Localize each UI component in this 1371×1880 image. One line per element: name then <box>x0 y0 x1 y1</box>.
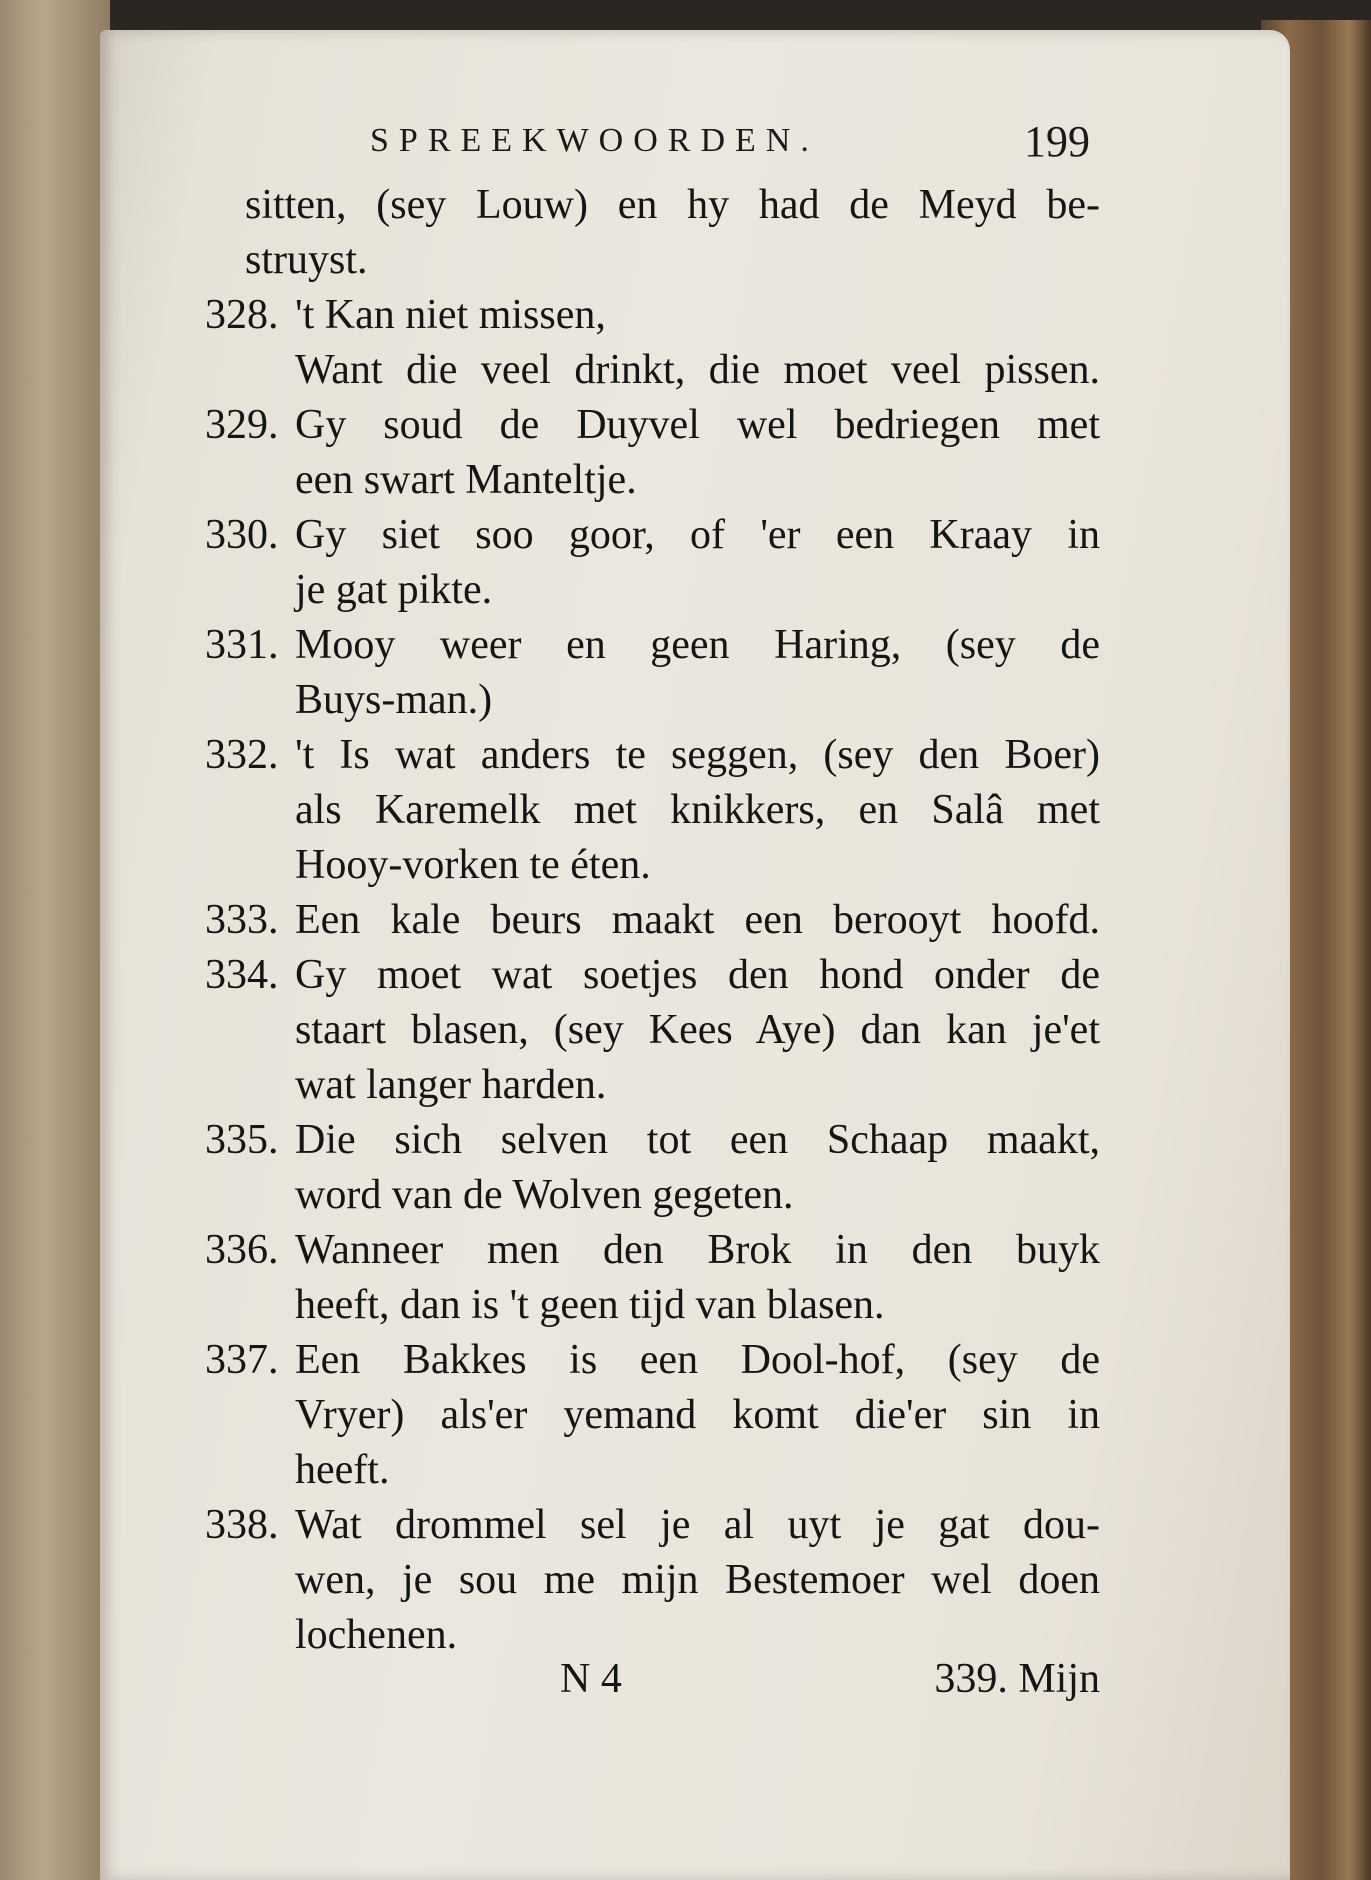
proverb-first-line <box>205 508 1100 563</box>
proverb-line-text: Gy siet soo goor, of 'er een Kraay in <box>295 512 1100 558</box>
proverb-line-text: Een Bakkes is een Dool-hof, (sey de <box>295 1337 1100 1383</box>
proverb-number: 330. <box>205 512 279 558</box>
proverb-line-text: Want die veel drinkt, die moet veel pissen. <box>295 347 1100 393</box>
proverb-line <box>295 453 1100 508</box>
proverb-first-line <box>205 728 1100 783</box>
proverb-first-line <box>205 1113 1100 1168</box>
proverb-line-text: Wanneer men den Brok in den buyk <box>295 1227 1100 1273</box>
proverb-number: 331. <box>205 622 279 668</box>
proverb-first-line <box>205 893 1100 948</box>
proverb-number: 334. <box>205 952 279 998</box>
running-head: SPREEKWOORDEN. <box>370 122 819 159</box>
proverb-number: 332. <box>205 732 279 778</box>
proverb-line-text: Mooy weer en geen Haring, (sey de <box>295 622 1100 668</box>
proverb-line-text: heeft. <box>295 1447 390 1493</box>
proverb-first-line <box>205 398 1100 453</box>
proverb-first-line <box>205 618 1100 673</box>
proverb-line <box>295 1278 1100 1333</box>
facing-page-edge <box>0 0 110 1880</box>
proverb-line <box>295 783 1100 838</box>
proverb-number: 336. <box>205 1227 279 1273</box>
proverb-line <box>295 1388 1100 1443</box>
proverb-line-text: Wat drommel sel je al uyt je gat dou- <box>295 1502 1100 1548</box>
proverb-line-text: wen, je sou me mijn Bestemoer wel doen <box>295 1557 1100 1603</box>
proverb-number: 335. <box>205 1117 279 1163</box>
proverb-first-line <box>205 1223 1100 1278</box>
proverb-first-line <box>205 1333 1100 1388</box>
proverb-line-text: Gy soud de Duyvel wel bedriegen met <box>295 402 1100 448</box>
proverb-line-text: een swart Manteltje. <box>295 457 637 503</box>
printer-signature: N 4 <box>560 1656 622 1702</box>
proverb-first-line <box>205 288 1100 343</box>
proverb-line-text: wat langer harden. <box>295 1062 607 1108</box>
proverb-line-text: lochenen. <box>295 1612 458 1658</box>
proverb-line <box>245 233 1100 288</box>
proverb-line-text: Een kale beurs maakt een berooyt hoofd. <box>295 897 1100 943</box>
proverb-number: 338. <box>205 1502 279 1548</box>
proverb-line-text: 't Kan niet missen, <box>295 292 606 338</box>
proverb-number: 337. <box>205 1337 279 1383</box>
proverb-line-text: Die sich selven tot een Schaap maakt, <box>295 1117 1100 1163</box>
proverb-line <box>295 1553 1100 1608</box>
proverb-line <box>295 673 1100 728</box>
proverb-line <box>295 1058 1100 1113</box>
proverb-line-text: Gy moet wat soetjes den hond onder de <box>295 952 1100 998</box>
proverb-line <box>295 343 1100 398</box>
proverb-line <box>295 838 1100 893</box>
proverb-line-text: struyst. <box>245 237 368 283</box>
page-header <box>370 117 1090 182</box>
proverb-line <box>245 178 1100 233</box>
page-number: 199 <box>1024 117 1090 166</box>
proverb-line-text: als Karemelk met knikkers, en Salâ met <box>295 787 1100 833</box>
proverb-line-text: heeft, dan is 't geen tijd van blasen. <box>295 1282 885 1328</box>
proverb-line <box>295 1443 1100 1498</box>
catchword: 339. Mijn <box>934 1656 1100 1702</box>
page-footer <box>560 1655 1100 1715</box>
proverb-line-text: 't Is wat anders te seggen, (sey den Boer) <box>295 732 1100 778</box>
proverb-first-line <box>205 948 1100 1003</box>
proverb-line-text: je gat pikte. <box>295 567 493 613</box>
proverb-line-text: Buys-man.) <box>295 677 493 723</box>
proverb-first-line <box>205 1498 1100 1553</box>
proverb-number: 333. <box>205 897 279 943</box>
proverb-number: 329. <box>205 402 279 448</box>
proverb-line <box>295 1168 1100 1223</box>
proverb-line-text: staart blasen, (sey Kees Aye) dan kan je'et <box>295 1007 1100 1053</box>
proverb-line-text: Hooy-vorken te éten. <box>295 842 651 888</box>
proverb-line <box>295 563 1100 618</box>
proverb-line <box>295 1003 1100 1058</box>
proverb-number: 328. <box>205 292 279 338</box>
proverb-line-text: sitten, (sey Louw) en hy had de Meyd be- <box>245 182 1100 228</box>
proverb-line-text: word van de Wolven gegeten. <box>295 1172 794 1218</box>
proverb-line-text: Vryer) als'er yemand komt die'er sin in <box>295 1392 1100 1438</box>
